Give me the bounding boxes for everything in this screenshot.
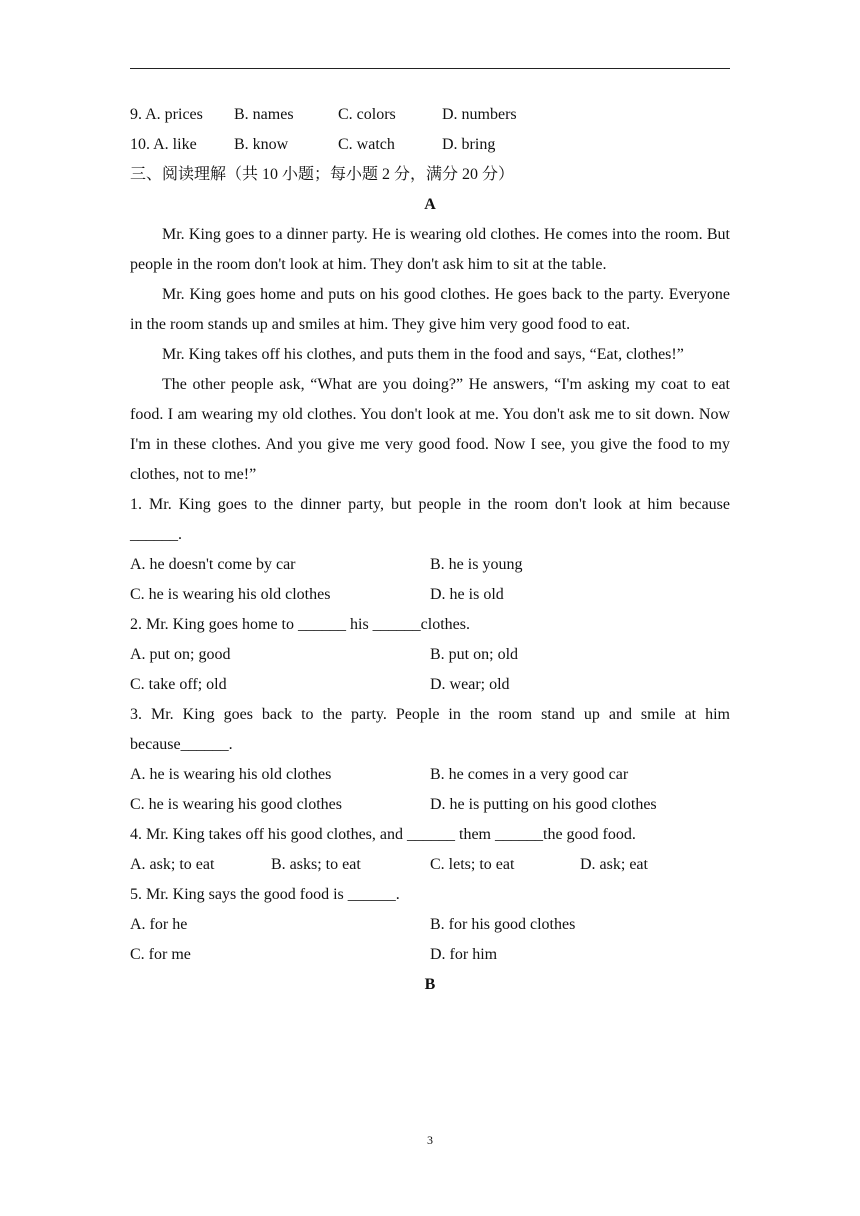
option: C. he is wearing his good clothes — [130, 796, 342, 813]
option: 10. A. like — [130, 136, 197, 153]
question-2-options-row-1 — [130, 640, 730, 670]
option: D. bring — [442, 136, 496, 153]
question-3-options-row-1 — [130, 760, 730, 790]
question-1-stem: 1. Mr. King goes to the dinner party, but people in the room don't look at him because ______. — [130, 496, 730, 543]
option: B. put on; old — [430, 646, 519, 663]
passage-paragraph: Mr. King goes to a dinner party. He is wearing old clothes. He comes into the room. But people in the room don't look at him. They don't ask him to sit at the table. — [130, 226, 730, 273]
page-number: 3 — [427, 1133, 433, 1147]
question-9-options — [130, 100, 730, 130]
question-2-stem: 2. Mr. King goes home to ______ his ______clothes. — [130, 616, 470, 633]
passage-a-heading: A — [424, 196, 436, 213]
option: D. ask; eat — [580, 856, 648, 873]
question-5-options-row-2 — [130, 940, 730, 970]
option: A. ask; to eat — [130, 856, 215, 873]
passage-paragraph: Mr. King takes off his clothes, and puts them in the food and says, “Eat, clothes!” — [162, 346, 684, 363]
option: A. he doesn't come by car — [130, 556, 296, 573]
question-3-stem: 3. Mr. King goes back to the party. People in the room stand up and smile at him because______. — [130, 706, 730, 753]
option: B. names — [234, 106, 294, 123]
option: A. he is wearing his old clothes — [130, 766, 332, 783]
passage-paragraph: Mr. King goes home and puts on his good clothes. He goes back to the party. Everyone in the room stands up and smiles at him. They give him very good food to eat. — [130, 286, 730, 333]
question-5-stem: 5. Mr. King says the good food is ______. — [130, 886, 400, 903]
question-3-options-row-2 — [130, 790, 730, 820]
option: A. for he — [130, 916, 188, 933]
option: B. for his good clothes — [430, 916, 576, 933]
question-4-stem: 4. Mr. King takes off his good clothes, and ______ them ______the good food. — [130, 826, 636, 843]
option: C. take off; old — [130, 676, 227, 693]
option: C. colors — [338, 106, 396, 123]
option: C. lets; to eat — [430, 856, 515, 873]
option: D. he is putting on his good clothes — [430, 796, 657, 813]
passage-b-heading: B — [424, 976, 436, 993]
question-4-options — [130, 850, 730, 880]
question-5-options-row-1 — [130, 910, 730, 940]
option: B. he comes in a very good car — [430, 766, 629, 783]
option: C. watch — [338, 136, 395, 153]
option: D. wear; old — [430, 676, 510, 693]
option: D. for him — [430, 946, 498, 963]
option: D. he is old — [430, 586, 504, 603]
passage-paragraph: The other people ask, “What are you doing?” He answers, “I'm asking my coat to eat food. I am wearing my old clothes. You don't look at me. You don't ask me to sit down. Now I'm in these clothes. And you give me very good food. Now I see, you give the food to my clothes, not to me!” — [130, 376, 730, 483]
option: B. know — [234, 136, 289, 153]
question-1-options-row-1 — [130, 550, 730, 580]
page-content — [130, 100, 730, 1000]
option: C. for me — [130, 946, 191, 963]
header-rule — [130, 68, 730, 69]
question-1-options-row-2 — [130, 580, 730, 610]
option: B. asks; to eat — [271, 856, 361, 873]
section-title: 三、阅读理解（共 10 小题；每小题 2 分，满分 20 分） — [130, 166, 515, 183]
option: B. he is young — [430, 556, 523, 573]
option: A. put on; good — [130, 646, 231, 663]
question-10-options — [130, 130, 730, 160]
option: C. he is wearing his old clothes — [130, 586, 331, 603]
question-2-options-row-2 — [130, 670, 730, 700]
option: D. numbers — [442, 106, 517, 123]
option: 9. A. prices — [130, 106, 203, 123]
